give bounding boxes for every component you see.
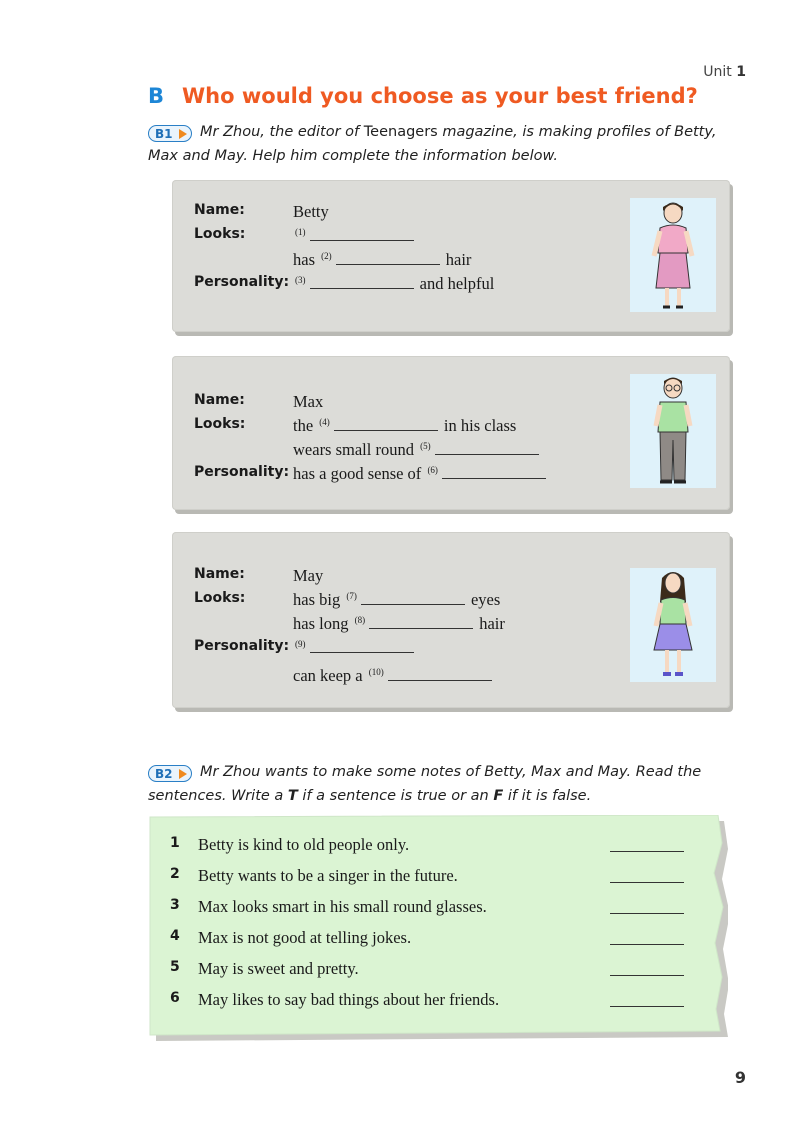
profile-name: May xyxy=(293,566,324,585)
text-label: wears small round xyxy=(293,440,414,459)
blank-2[interactable] xyxy=(336,252,440,265)
blank-9[interactable] xyxy=(310,640,414,653)
blank-5[interactable] xyxy=(435,442,539,455)
answer-blank-6[interactable] xyxy=(610,1006,684,1007)
section-letter: B xyxy=(148,84,165,108)
blank-8[interactable] xyxy=(369,616,473,629)
text-label: (6) xyxy=(427,465,438,475)
profile-card-betty xyxy=(172,180,730,332)
b2-audio-badge[interactable]: B2 xyxy=(148,765,192,782)
text-label: Mr Zhou wants to make some notes of Betty, Max and May. Read the sentences. Write a xyxy=(148,764,702,804)
statement-row xyxy=(170,928,690,959)
text-label: has big xyxy=(293,590,341,609)
text-label: the xyxy=(293,416,314,435)
blank-6[interactable] xyxy=(442,466,546,479)
statement-row xyxy=(170,866,690,897)
text-label: (4) xyxy=(319,417,330,427)
blank-3[interactable] xyxy=(310,276,414,289)
text-label: Personality: xyxy=(194,274,290,290)
b2-instructions xyxy=(148,760,748,808)
text-label: Betty is kind to old people only. xyxy=(198,835,410,854)
section-heading xyxy=(148,84,698,108)
may-illustration xyxy=(630,568,716,682)
text-label: Betty wants to be a singer in the future. xyxy=(198,866,458,885)
text-label: 3 xyxy=(170,897,180,913)
magazine-name: Teenagers xyxy=(363,124,438,140)
b1-audio-badge[interactable]: B1 xyxy=(148,125,192,142)
text-label: (1) xyxy=(295,227,306,237)
text-label: magazine, is making profiles of Betty, Max and May. Help him complete the information below. xyxy=(148,124,717,164)
text-label: (9) xyxy=(295,639,306,649)
statement-row xyxy=(170,990,690,1021)
text-label: has xyxy=(293,250,315,269)
text-label: if it is false. xyxy=(503,788,592,804)
profile-card-max xyxy=(172,356,730,510)
page-number: 9 xyxy=(734,1068,746,1087)
text-label: May likes to say bad things about her friends. xyxy=(198,990,500,1009)
text-label: F xyxy=(493,788,504,804)
text-label: (2) xyxy=(321,251,332,261)
text-label: Name: xyxy=(194,202,245,218)
text-label: and helpful xyxy=(419,274,495,293)
answer-blank-1[interactable] xyxy=(610,851,684,852)
text-label: in his class xyxy=(443,416,517,435)
blank-1[interactable] xyxy=(310,228,414,241)
profile-name: Max xyxy=(293,392,324,411)
text-label: (3) xyxy=(295,275,306,285)
blank-10[interactable] xyxy=(388,668,492,681)
text-label: if a sentence is true or an xyxy=(297,788,494,804)
text-label: Personality: xyxy=(194,464,290,480)
text-label: Looks: xyxy=(194,416,246,432)
answer-blank-3[interactable] xyxy=(610,913,684,914)
profile-name: Betty xyxy=(293,202,329,221)
text-label: Unit xyxy=(703,64,732,80)
text-label: Looks: xyxy=(194,590,246,606)
text-label: 2 xyxy=(170,866,180,882)
text-label: May is sweet and pretty. xyxy=(198,959,359,978)
unit-label xyxy=(703,64,746,80)
blank-4[interactable] xyxy=(334,418,438,431)
text-label: Max looks smart in his small round glasses. xyxy=(198,897,487,916)
answer-blank-2[interactable] xyxy=(610,882,684,883)
statement-row xyxy=(170,959,690,990)
text-label: has a good sense of xyxy=(293,464,422,483)
b1-instructions xyxy=(148,120,748,168)
text-label: Looks: xyxy=(194,226,246,242)
text-label: Personality: xyxy=(194,638,290,654)
text-label: Max is not good at telling jokes. xyxy=(198,928,412,947)
text-label: Name: xyxy=(194,566,245,582)
text-label: Mr Zhou, the editor of xyxy=(200,124,364,140)
max-illustration xyxy=(630,374,716,488)
blank-7[interactable] xyxy=(361,592,465,605)
true-false-note xyxy=(148,815,728,1041)
answer-blank-5[interactable] xyxy=(610,975,684,976)
section-title: Who would you choose as your best friend? xyxy=(182,84,698,108)
statement-row xyxy=(170,897,690,928)
statement-row xyxy=(170,835,690,866)
text-label: (10) xyxy=(368,667,384,677)
profile-card-may xyxy=(172,532,730,708)
text-label: 1 xyxy=(736,64,746,80)
text-label: hair xyxy=(479,614,505,633)
text-label: Name: xyxy=(194,392,245,408)
text-label: can keep a xyxy=(293,666,363,685)
text-label: 4 xyxy=(170,928,180,944)
text-label: (7) xyxy=(346,591,357,601)
answer-blank-4[interactable] xyxy=(610,944,684,945)
text-label: (8) xyxy=(354,615,366,625)
text-label: 1 xyxy=(170,835,180,851)
text-label: 6 xyxy=(170,990,180,1006)
text-label: eyes xyxy=(470,590,501,609)
betty-illustration xyxy=(630,198,716,312)
text-label: 5 xyxy=(170,959,180,975)
text-label: hair xyxy=(445,250,472,269)
text-label: (5) xyxy=(420,441,431,451)
text-label: T xyxy=(287,788,298,804)
text-label: has long xyxy=(293,614,349,633)
